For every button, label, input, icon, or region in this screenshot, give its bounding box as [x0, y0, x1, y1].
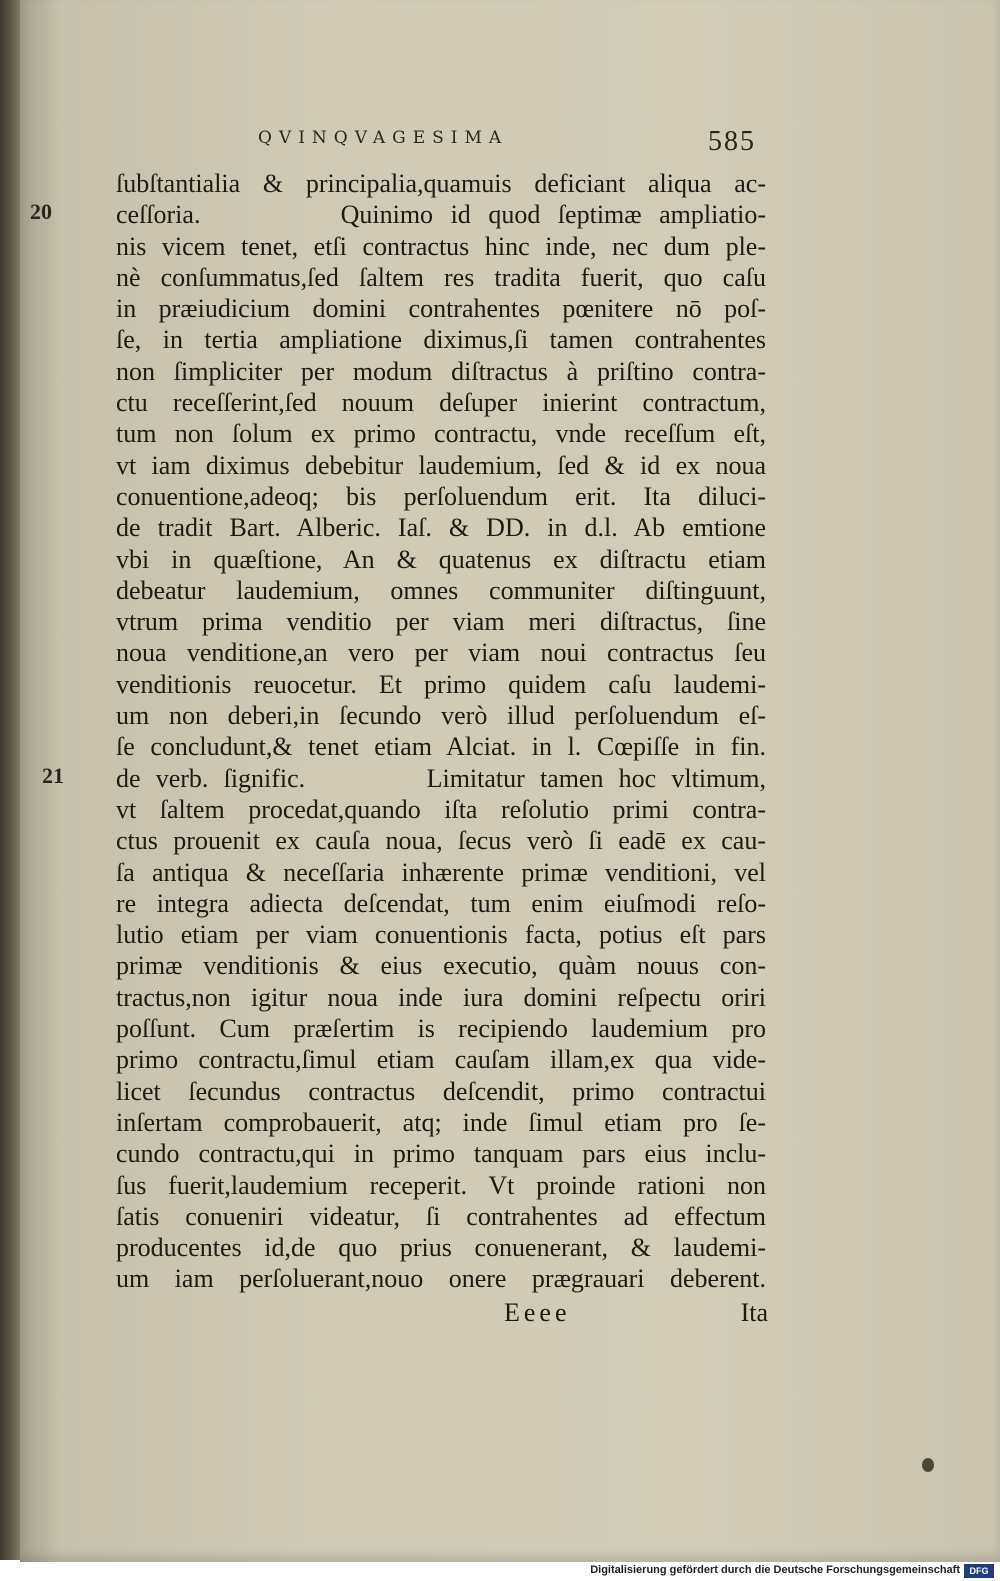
text-line: ceſſoria. Quinimo id quod ſeptimæ ampliatio- [116, 200, 766, 230]
text-line: ctu receſſerint,ſed nouum deſuper inierint contractum, [116, 388, 766, 418]
text-line: ſubſtantialia & principalia,quamuis deficiant aliqua ac- [116, 169, 766, 198]
ink-stain [922, 1458, 934, 1472]
text-line: conuentione,adeoq; bis perſoluendum erit. Ita diluci- [116, 481, 766, 511]
dfg-logo-icon: DFG [964, 1564, 994, 1578]
text-line: nè conſummatus,ſed ſaltem res tradita fuerit, quo caſu [116, 262, 766, 292]
text-line: venditionis reuocetur. Et primo quidem caſu laudemi- [116, 669, 766, 699]
text-line: non ſimpliciter per modum diſtractus à priſtino contra- [116, 356, 766, 386]
text-line: licet ſecundus contractus deſcendit, primo contractui [116, 1076, 766, 1106]
page-number: 585 [708, 126, 756, 157]
signature-mark: Eeee [504, 1298, 571, 1327]
footer-credit: Digitalisierung gefördert durch die Deutsche Forschungsgemeinschaft [590, 1564, 960, 1576]
text-line: ctus prouenit ex cauſa noua, ſecus verò ſi eadē ex cau- [116, 826, 766, 856]
text-line: primo contractu,ſimul etiam cauſam illam,ex qua vide- [116, 1045, 766, 1075]
text-line: ſe, in tertia ampliatione diximus,ſi tamen contrahentes [116, 325, 766, 355]
book-page [20, 0, 1000, 1562]
text-line: in præiudicium domini contrahentes pœnitere nō poſ- [116, 294, 766, 324]
text-line: poſſunt. Cum præſertim is recipiendo laudemium pro [116, 1014, 766, 1044]
text-line: de verb. ſignific. Limitatur tamen hoc vltimum, [116, 763, 766, 793]
text-line: um non deberi,in ſecundo verò illud perſoluendum eſ- [116, 701, 766, 731]
text-line: ſus fuerit,laudemium receperit. Vt proinde rationi non [116, 1170, 766, 1200]
body-text [116, 168, 766, 1295]
text-line: debeatur laudemium, omnes communiter diſtinguunt, [116, 575, 766, 605]
book-binding [0, 0, 22, 1560]
text-line: ſe concludunt,& tenet etiam Alciat. in l. Cœpiſſe in fin. [116, 732, 766, 762]
running-head: QVINQVAGESIMA [258, 128, 509, 148]
text-line: lutio etiam per viam conuentionis facta, potius eſt pars [116, 920, 766, 950]
text-line: primæ venditionis & eius executio, quàm nouus con- [116, 951, 766, 981]
text-line: tractus,non igitur noua inde iura domini reſpectu oriri [116, 982, 766, 1012]
text-line: tum non ſolum ex primo contractu, vnde receſſum eſt, [116, 419, 766, 449]
margin-number-21: 21 [42, 763, 64, 788]
text-line: noua venditione,an vero per viam noui contractus ſeu [116, 638, 766, 668]
catchword: Ita [740, 1298, 768, 1327]
text-line: vbi in quæſtione, An & quatenus ex diſtractu etiam [116, 544, 766, 574]
text-line: cundo contractu,qui in primo tanquam pars eius inclu- [116, 1139, 766, 1169]
catchwords-row [116, 1298, 768, 1330]
text-line: producentes id,de quo prius conuenerant, & laudemi- [116, 1233, 766, 1263]
text-line: re integra adiecta deſcendat, tum enim eiuſmodi reſo- [116, 888, 766, 918]
text-line: de tradit Bart. Alberic. Iaſ. & DD. in d.l. Ab emtione [116, 513, 766, 543]
text-line: nis vicem tenet, etſi contractus hinc inde, nec dum ple- [116, 231, 766, 261]
text-line: vt iam diximus debebitur laudemium, ſed & id ex noua [116, 450, 766, 480]
text-line: ſa antiqua & neceſſaria inhærente primæ venditioni, vel [116, 857, 766, 887]
text-line: inſertam comprobauerit, atq; inde ſimul etiam pro ſe- [116, 1107, 766, 1137]
text-line: vtrum prima venditio per viam meri diſtractus, ſine [116, 607, 766, 637]
text-line: ſatis conueniri videatur, ſi contrahentes ad effectum [116, 1201, 766, 1231]
footer-credit-bar [0, 1562, 1000, 1581]
text-line: um iam perſoluerant,nouo onere prægrauari deberent. [116, 1264, 766, 1294]
text-line: vt ſaltem procedat,quando iſta reſolutio primi contra- [116, 794, 766, 824]
margin-number-20: 20 [30, 199, 52, 224]
